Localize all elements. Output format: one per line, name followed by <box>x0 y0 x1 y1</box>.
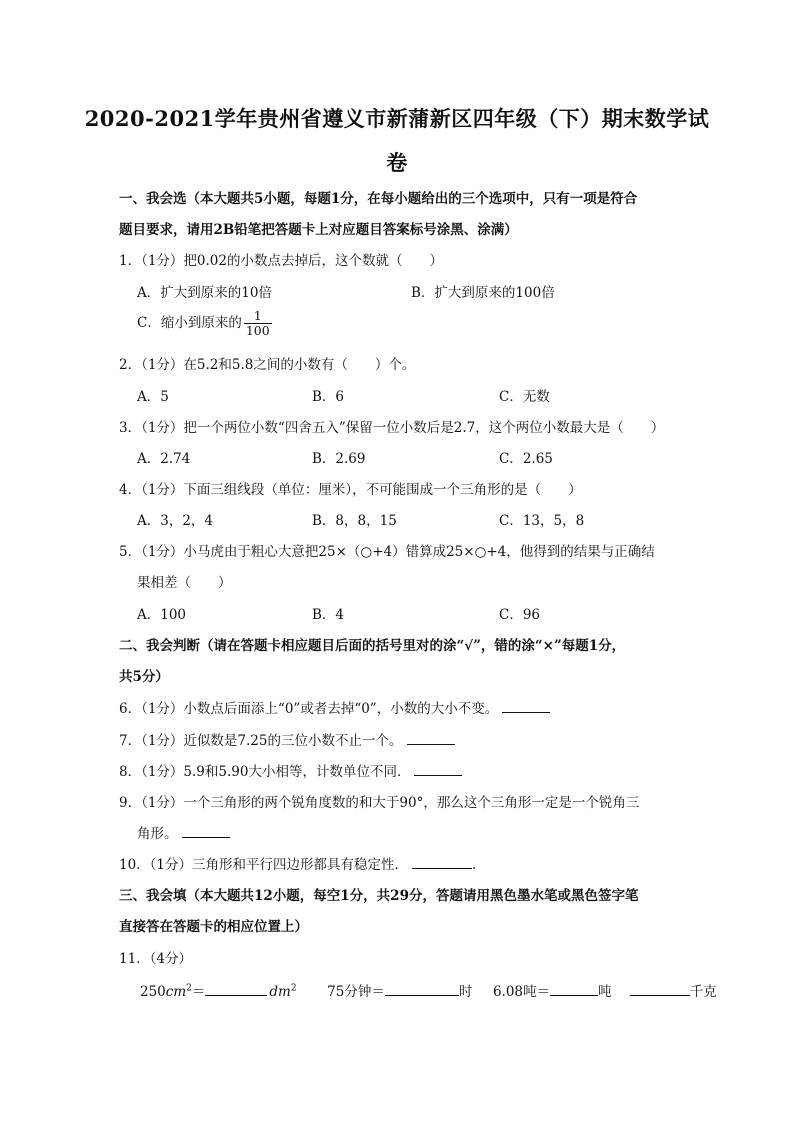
answer-blank[interactable] <box>182 823 230 838</box>
question-7 <box>119 729 455 749</box>
question-3-option-c: C．2.65 <box>499 451 553 467</box>
question-1-option-a: A．扩大到原来的10倍 <box>137 285 272 301</box>
question-5-stem-line2: 果相差（ ） <box>137 575 232 591</box>
question-9-line2 <box>137 822 230 842</box>
question-4-option-b: B．8，8，15 <box>312 513 397 529</box>
answer-blank[interactable] <box>414 761 462 776</box>
question-8-text: 8．（1分）5.9和5.90大小相等，计数单位不同． <box>119 764 411 780</box>
section3-heading-line2: 直接答在答题卡的相应位置上） <box>119 919 308 935</box>
question-1-option-c <box>137 309 272 338</box>
answer-blank[interactable] <box>412 854 472 869</box>
answer-blank[interactable] <box>502 698 550 713</box>
question-4-option-a: A．3，2，4 <box>137 513 214 529</box>
question-5-option-a: A．100 <box>137 607 187 623</box>
q11-part3-unit: 吨 <box>598 984 612 1000</box>
fraction-denominator: 100 <box>245 323 270 338</box>
fraction-numerator: 1 <box>244 309 272 324</box>
question-3-option-a: A．2.74 <box>137 451 191 467</box>
question-4-option-c: C．13，5，8 <box>499 513 585 529</box>
fraction <box>244 309 272 338</box>
question-2-option-a: A．5 <box>137 389 169 405</box>
q11-part1-value: 250 <box>140 984 166 1000</box>
question-10 <box>119 853 486 873</box>
answer-blank[interactable] <box>550 981 598 996</box>
question-5-stem-line1: 5．（1分）小马虎由于粗心大意把25×（○+4）错算成25×○+4，他得到的结果与正确结 <box>119 544 655 560</box>
section2-heading-line1: 二、我会判断（请在答题卡相应题目后面的括号里对的涂“√”，错的涂“×”每题1分， <box>119 638 626 654</box>
q11-part1-unit2: dm <box>269 984 291 1000</box>
question-11-blanks-row <box>140 980 717 1000</box>
section2-heading-line2: 共5分） <box>119 669 169 685</box>
q11-part2-unit: 时 <box>458 984 473 1000</box>
question-8 <box>119 760 462 780</box>
question-2-option-b: B．6 <box>312 389 345 405</box>
question-10-text: 10．（1分）三角形和平行四边形都具有稳定性． <box>119 857 409 873</box>
q11-part2-text: 75分钟＝ <box>327 984 385 1000</box>
question-3-stem: 3．（1分）把一个两位小数“四舍五入”保留一位小数后是2.7，这个两位小数最大是（ ） <box>119 420 665 436</box>
q11-part3-text: 6.08吨＝ <box>492 984 551 1000</box>
q11-part1-exponent: 2 <box>186 983 192 994</box>
question-10-end: ． <box>472 857 486 873</box>
question-2-option-c: C．无数 <box>499 389 550 405</box>
question-11-stem: 11．（4分） <box>119 951 193 967</box>
section3-heading-line1: 三、我会填（本大题共12小题，每空1分，共29分，答题请用黑色墨水笔或黑色签字笔 <box>119 888 639 904</box>
question-6-text: 6．（1分）小数点后面添上“0”或者去掉“0”，小数的大小不变。 <box>119 701 499 717</box>
question-1-option-b: B．扩大到原来的100倍 <box>411 285 555 301</box>
answer-blank[interactable] <box>385 981 459 996</box>
q11-part1-unit: cm <box>165 984 187 1000</box>
answer-blank[interactable] <box>205 981 267 996</box>
question-6 <box>119 697 550 717</box>
q11-equals: ＝ <box>191 984 206 1000</box>
question-1-option-c-text: C．缩小到原来的 <box>137 315 242 331</box>
question-7-text: 7．（1分）近似数是7.25的三位小数不止一个。 <box>119 733 403 749</box>
section1-heading-line2: 题目要求，请用2B铅笔把答题卡上对应题目答案标号涂黑、涂满） <box>119 222 518 238</box>
q11-part4-unit: 千克 <box>689 984 717 1000</box>
question-4-stem: 4．（1分）下面三组线段（单位：厘米），不可能围成一个三角形的是（ ） <box>119 482 582 498</box>
question-2-stem: 2．（1分）在5.2和5.8之间的小数有（ ）个。 <box>119 357 416 373</box>
question-5-option-b: B．4 <box>312 607 345 623</box>
section1-heading-line1: 一、我会选（本大题共5小题，每题1分，在每小题给出的三个选项中，只有一项是符合 <box>119 191 638 207</box>
question-5-option-c: C．96 <box>499 607 541 623</box>
exam-title-line1: 2020-2021学年贵州省遵义市新蒲新区四年级（下）期末数学试 <box>84 106 710 131</box>
answer-blank[interactable] <box>630 981 690 996</box>
question-9-line2-text: 角形。 <box>137 826 178 842</box>
question-1-stem: 1．（1分）把0.02的小数点去掉后，这个数就（ ） <box>119 253 443 269</box>
question-3-option-b: B．2.69 <box>312 451 366 467</box>
exam-title-line2: 卷 <box>386 150 408 175</box>
question-9-line1: 9．（1分）一个三角形的两个锐角度数的和大于90°，那么这个三角形一定是一个锐角三 <box>119 795 640 811</box>
answer-blank[interactable] <box>407 730 455 745</box>
q11-part1-exponent2: 2 <box>290 983 297 994</box>
